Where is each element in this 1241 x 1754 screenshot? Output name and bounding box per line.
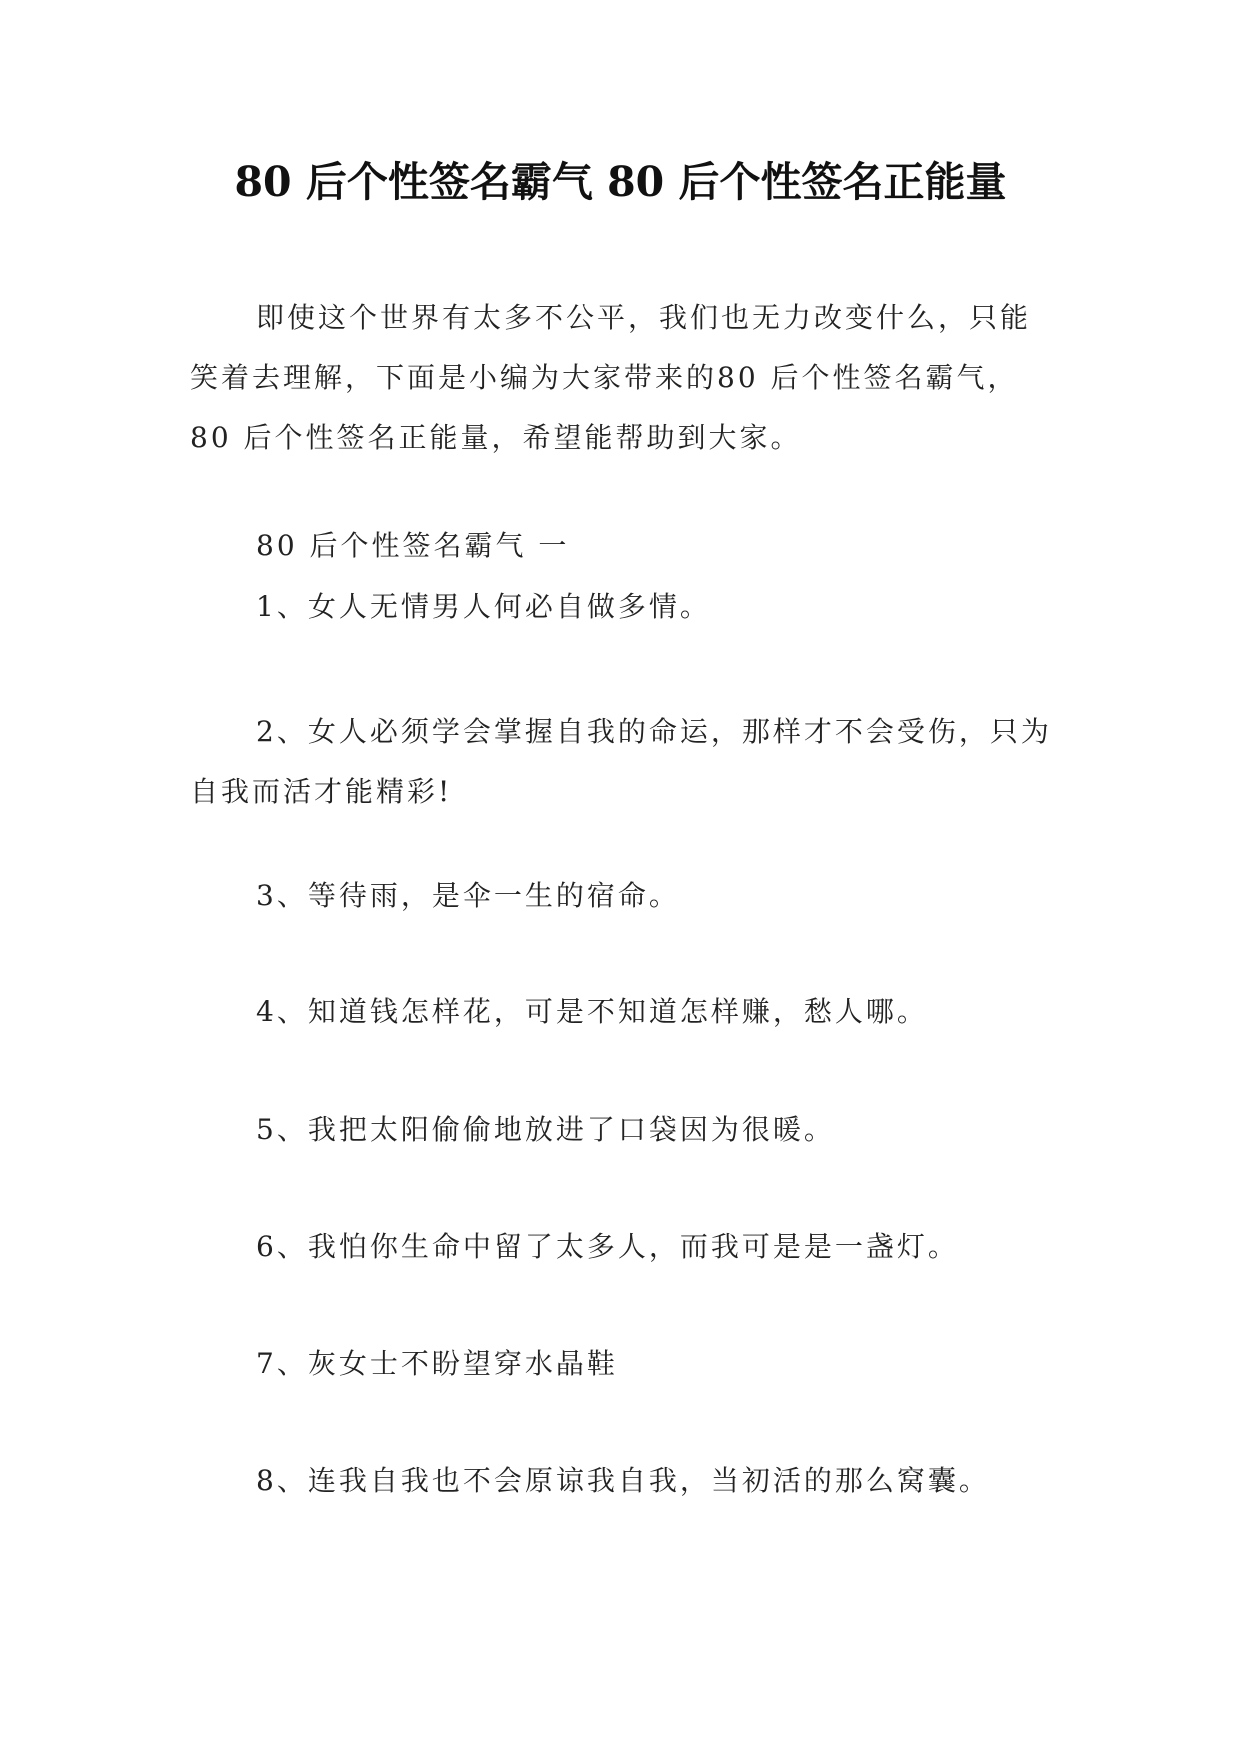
intro-paragraph: 即使这个世界有太多不公平，我们也无力改变什么，只能笑着去理解，下面是小编为大家带来的80 后个性签名霸气，80 后个性签名正能量，希望能帮助到大家。 bbox=[190, 301, 1032, 454]
list-item: 4、知道钱怎样花，可是不知道怎样赚，愁人哪。 bbox=[256, 995, 928, 1028]
list-item: 3、等待雨，是伞一生的宿命。 bbox=[256, 879, 680, 912]
list-item: 2、女人必须学会掌握自我的命运，那样才不会受伤，只为自我而活才能精彩! bbox=[190, 715, 1052, 808]
list-item: 6、我怕你生命中留了太多人，而我可是是一盏灯。 bbox=[256, 1230, 959, 1263]
list-item: 5、我把太阳偷偷地放进了口袋因为很暖。 bbox=[256, 1113, 835, 1146]
list-item: 8、连我自我也不会原谅我自我，当初活的那么窝囊。 bbox=[256, 1464, 990, 1497]
section-heading: 80 后个性签名霸气 一 bbox=[256, 529, 570, 562]
list-item: 7、灰女士不盼望穿水晶鞋 bbox=[256, 1347, 618, 1380]
document-title: 80 后个性签名霸气 80 后个性签名正能量 bbox=[234, 158, 1007, 206]
list-item: 1、女人无情男人何必自做多情。 bbox=[256, 590, 711, 623]
